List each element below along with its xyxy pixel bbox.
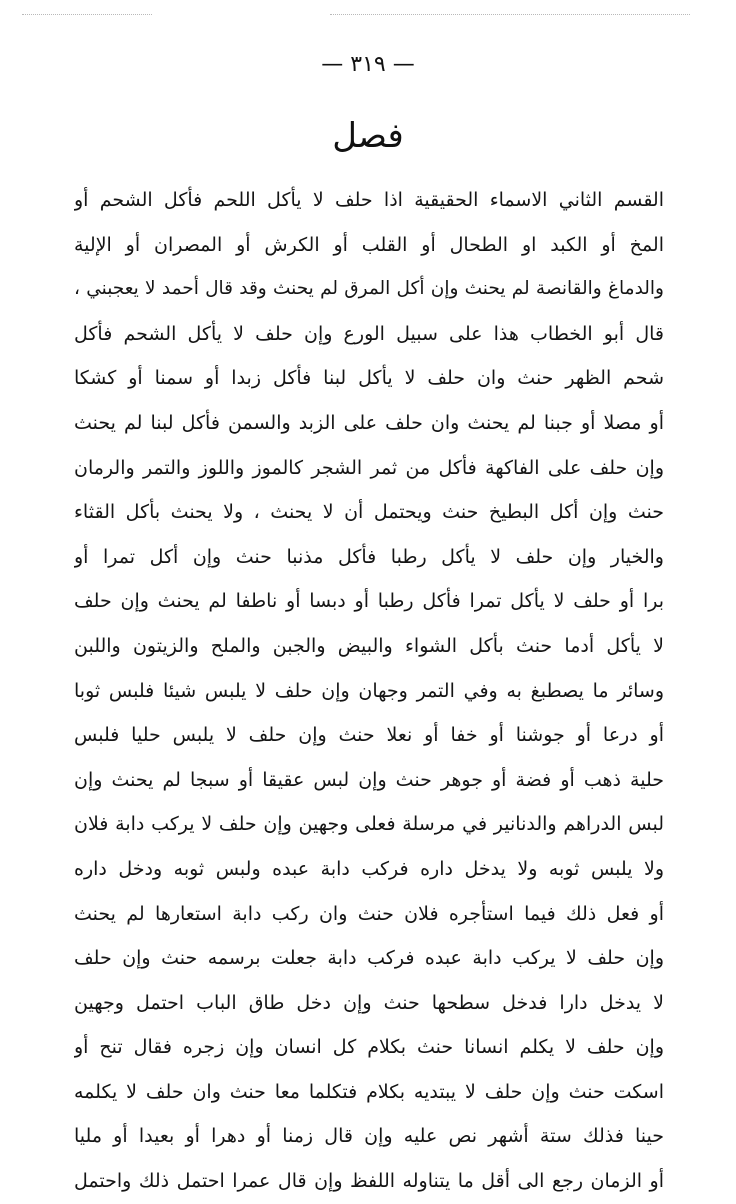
text-line: حنث وإن أكل البطيخ حنث ويحتمل أن لا يحنث ، ولا يحنث بأكل القثاء [74, 501, 664, 524]
text-line: أو الزمان رجع الى أقل ما يتناوله اللفظ وإن قال عمرا احتمل ذلك واحتمل [74, 1170, 664, 1193]
text-line: حلية ذهب أو فضة أو جوهر حنث وإن لبس عقيقا أو سبجا لم يحنث وإن [74, 768, 664, 791]
section-title: فصل [332, 116, 404, 156]
text-line: القسم الثاني الاسماء الحقيقية اذا حلف لا يأكل اللحم فأكل الشحم أو [74, 189, 664, 211]
text-line: حينا فذلك ستة أشهر نص عليه وإن قال زمنا أو دهرا أو بعيدا أو مليا [74, 1125, 664, 1148]
body-text [74, 178, 664, 1204]
text-line: اسكت حنث وإن حلف لا يبتديه بكلام فتكلما معا حنث وان حلف لا يكلمه [74, 1080, 664, 1103]
text-line: لا يأكل أدما حنث بأكل الشواء والبيض والجبن والملح والزيتون واللبن [74, 634, 664, 657]
text-line: لا يدخل دارا فدخل سطحها حنث وإن دخل طاق الباب احتمل وجهين [74, 991, 664, 1014]
text-line: المخ أو الكبد او الطحال أو القلب أو الكرش أو المصران أو الإلية [74, 233, 664, 256]
text-line: وإن حلف على الفاكهة فأكل من ثمر الشجر كالموز واللوز والتمر والرمان [74, 456, 664, 479]
text-line: وإن حلف لا يكلم انسانا حنث بكلام كل انسان وإن زجره فقال تنح أو [74, 1036, 664, 1059]
text-line: قال أبو الخطاب هذا على سبيل الورع وإن حلف لا يأكل الشحم فأكل [74, 322, 664, 345]
text-line: برا أو حلف لا يأكل تمرا فأكل رطبا أو دبسا أو ناطفا لم يحنث وإن حلف [74, 590, 664, 613]
text-line: وإن حلف لا يركب دابة عبده فركب دابة جعلت برسمه حنث وإن حلف [74, 947, 664, 970]
text-line: والخيار وإن حلف لا يأكل رطبا فأكل مذنبا حنث وإن أكل تمرا أو [74, 545, 664, 568]
text-line: أو درعا أو جوشنا أو خفا أو نعلا حنث وإن حلف لا يلبس حليا فلبس [74, 724, 664, 747]
text-line: وسائر ما يصطبغ به وفي التمر وجهان وإن حلف لا يلبس شيئا فلبس ثوبا [74, 679, 664, 702]
top-edge-mark [330, 14, 690, 15]
text-line: لبس الدراهم والدنانير في مرسلة فعلى وجهين وإن حلف لا يركب دابة فلان [74, 813, 664, 836]
top-edge-mark [22, 14, 152, 15]
text-line: والدماغ والقانصة لم يحنث وإن أكل المرق لم يحنث وقد قال أحمد لا يعجبني ، [74, 278, 664, 300]
text-line: أو فعل ذلك فيما استأجره فلان حنث وان ركب دابة استعارها لم يحنث [74, 902, 664, 925]
text-line: أو مصلا أو جبنا لم يحنث وان حلف على الزبد والسمن فأكل لبنا لم يحنث [74, 411, 664, 434]
text-line: شحم الظهر حنث وان حلف لا يأكل لبنا فأكل زبدا أو سمنا أو كشكا [74, 367, 664, 390]
page-number: — ٣١٩ — [321, 52, 415, 77]
text-line: ولا يلبس ثوبه ولا يدخل داره فركب دابة عبده ولبس ثوبه ودخل داره [74, 857, 664, 880]
